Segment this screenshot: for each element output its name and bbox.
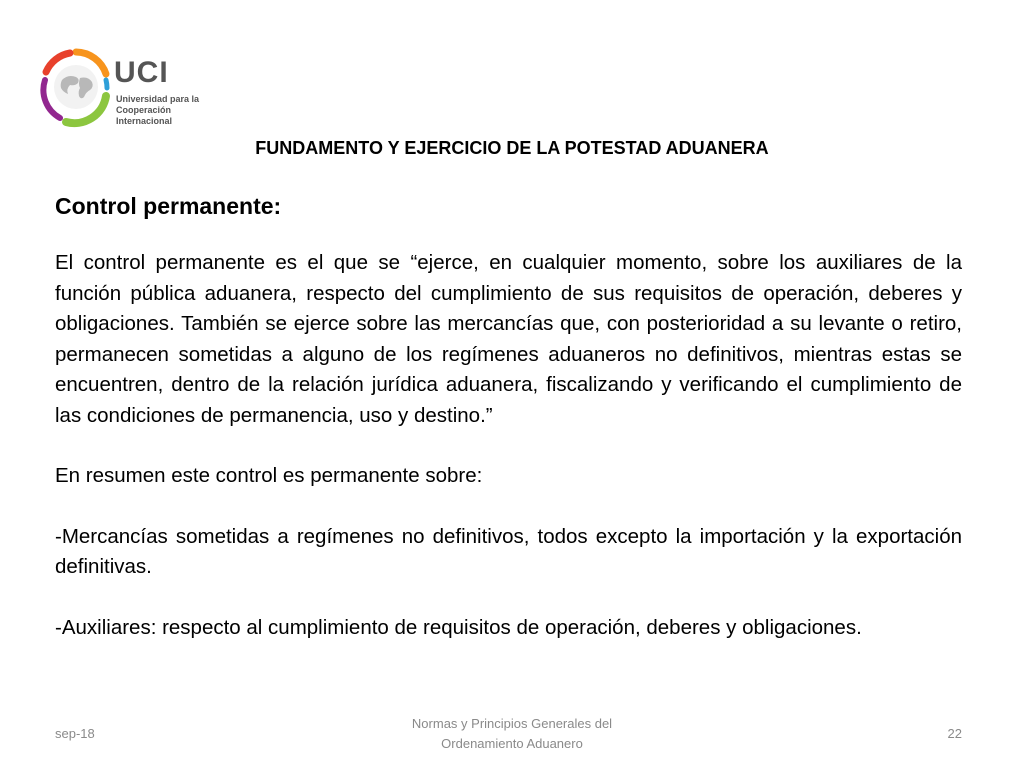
paragraph-summary: En resumen este control es permanente sobre: [55, 464, 483, 487]
footer-title-line-1: Normas y Principios Generales del [411, 716, 613, 731]
slide-header: FUNDAMENTO Y EJERCICIO DE LA POTESTAD ADUANERA [255, 138, 769, 158]
globe-logo-icon [40, 44, 112, 130]
footer-date: sep-18 [55, 726, 95, 741]
paragraph-mercancias: -Mercancías sometidas a regímenes no definitivos, todos excepto la importación y la exportación definitivas. [55, 524, 962, 578]
logo-subtitle-line-1: Universidad para la [116, 94, 200, 104]
footer-title [362, 714, 662, 754]
footer-title-line-2: Ordenamiento Aduanero [441, 736, 583, 751]
footer-page-number: 22 [947, 726, 962, 741]
logo-subtitle [116, 94, 226, 127]
logo-wordmark: UCI [114, 56, 169, 89]
section-title: Control permanente: [55, 193, 282, 219]
uci-logo [40, 44, 220, 130]
paragraph-definition: El control permanente es el que se “ejerce, en cualquier momento, sobre los auxiliares de la función pública aduanera, respecto del cumplimiento de sus requisitos de operación, deberes y obligaciones. También se ejerce sobre las mercancías que, con posterioridad a su levante o retiro, permanecen sometidas a alguno de los regímenes aduaneros no definitivos, mientras estas se encuentren, dentro de la relación jurídica aduanera, fiscalizando y verificando el cumplimiento de las condiciones de permanencia, uso y destino.” [55, 251, 962, 427]
logo-subtitle-line-2: Cooperación Internacional [116, 105, 173, 126]
slide-content [55, 190, 962, 673]
paragraph-auxiliares: -Auxiliares: respecto al cumplimiento de requisitos de operación, deberes y obligaciones. [55, 615, 862, 639]
